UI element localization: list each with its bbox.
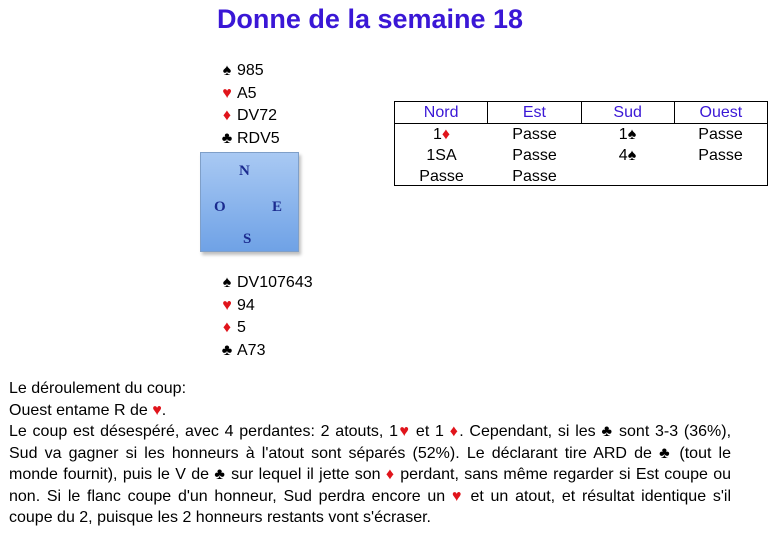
north-hearts-line — [220, 83, 280, 106]
bid-cell: Passe — [512, 126, 557, 143]
bidding-header-ouest: Ouest — [699, 104, 743, 121]
club-icon: ♣ — [659, 444, 673, 462]
compass-north: N — [239, 163, 250, 179]
bid-cell: Passe — [512, 168, 557, 185]
bid-text: 1 — [618, 126, 628, 143]
south-hearts-line — [220, 295, 313, 318]
club-icon: ♣ — [221, 129, 233, 147]
diamond-icon: ♦ — [222, 319, 232, 336]
narrative-heading: Le déroulement du coup: — [9, 380, 187, 397]
narrative-text: sur lequel il jette son — [225, 466, 386, 483]
narrative-lead — [9, 400, 731, 422]
north-diamonds: DV72 — [237, 107, 278, 124]
compass-east: E — [272, 199, 283, 215]
compass-west: O — [214, 199, 226, 215]
heart-icon: ♥ — [451, 487, 464, 505]
south-clubs: A73 — [237, 341, 266, 359]
narrative-text: Ouest entame R de — [9, 401, 153, 419]
north-diamonds-line — [220, 105, 280, 128]
page-title: Donne de la semaine 18 — [216, 4, 524, 34]
compass-south: S — [243, 231, 252, 247]
bid-cell — [581, 145, 674, 166]
bid-cell: Passe — [698, 126, 743, 143]
diamond-icon: ♦ — [222, 107, 232, 124]
bidding-header — [395, 102, 767, 124]
north-hearts: A5 — [237, 84, 257, 102]
narrative-text: (tout le monde fournit), puis le V de — [9, 444, 732, 483]
north-hand — [220, 60, 280, 150]
narrative-paragraph — [9, 421, 731, 529]
bid-cell — [395, 124, 488, 145]
compass-table — [200, 152, 299, 252]
bid-text: 4 — [618, 147, 628, 164]
bidding-header-est: Est — [488, 102, 581, 123]
club-icon: ♣ — [601, 423, 614, 440]
south-diamonds: 5 — [237, 319, 246, 336]
narrative-text: . — [161, 401, 167, 419]
north-clubs-line — [220, 128, 280, 151]
bidding-table — [394, 101, 768, 186]
bidding-col-est — [488, 124, 581, 187]
narrative-text: et un atout, et résultat identique s'il coupe du 2, puisque les 2 honneurs restants vont s'écraser. — [9, 487, 732, 526]
spade-icon: ♠ — [222, 274, 232, 291]
bid-text: 1 — [432, 126, 442, 143]
diamond-icon: ♦ — [441, 126, 451, 143]
south-spades-line — [220, 272, 313, 295]
heart-icon: ♥ — [222, 296, 232, 314]
heart-icon: ♥ — [398, 423, 411, 440]
narrative-text: Le coup est désespéré, avec 4 perdantes: 2 atouts, 1 — [9, 423, 399, 440]
south-hand — [220, 272, 313, 362]
diamond-icon: ♦ — [449, 423, 460, 440]
north-spades-line — [220, 60, 280, 83]
bidding-col-sud — [581, 124, 674, 187]
spade-icon: ♠ — [627, 126, 637, 143]
narrative-text: perdant, sans même regarder si Est coupe ou non. Si le flanc coupe d'un honneur, Sud perdra encore un — [9, 466, 732, 505]
spade-icon: ♠ — [627, 147, 637, 164]
bidding-body — [395, 124, 767, 187]
heart-icon: ♥ — [152, 401, 162, 419]
spade-icon: ♠ — [222, 62, 232, 79]
south-hearts: 94 — [237, 296, 255, 314]
heart-icon: ♥ — [222, 84, 232, 102]
narrative-text: . Cependant, si les — [459, 423, 602, 440]
bid-cell — [581, 124, 674, 145]
bidding-col-ouest — [674, 124, 767, 187]
diamond-icon: ♦ — [385, 466, 395, 483]
bidding-header-sud: Sud — [582, 102, 675, 123]
bid-cell: Passe — [512, 147, 557, 164]
narrative-text: sont 3-3 (36%), Sud va gagner si les honneurs à l'atout sont séparés (52%). Le déclarant tire ARD de — [9, 423, 732, 462]
bid-cell: Passe — [419, 168, 464, 185]
club-icon: ♣ — [214, 466, 226, 483]
bidding-header-nord: Nord — [395, 102, 488, 123]
bidding-col-nord — [395, 124, 488, 187]
narrative-text: et 1 — [410, 423, 450, 440]
south-spades: DV107643 — [237, 274, 313, 291]
south-clubs-line — [220, 340, 313, 363]
bid-cell: Passe — [698, 147, 743, 164]
narrative — [9, 378, 731, 529]
north-spades: 985 — [237, 62, 264, 79]
club-icon: ♣ — [221, 341, 233, 359]
north-clubs: RDV5 — [237, 129, 280, 147]
bid-cell: 1SA — [426, 147, 457, 164]
south-diamonds-line — [220, 317, 313, 340]
